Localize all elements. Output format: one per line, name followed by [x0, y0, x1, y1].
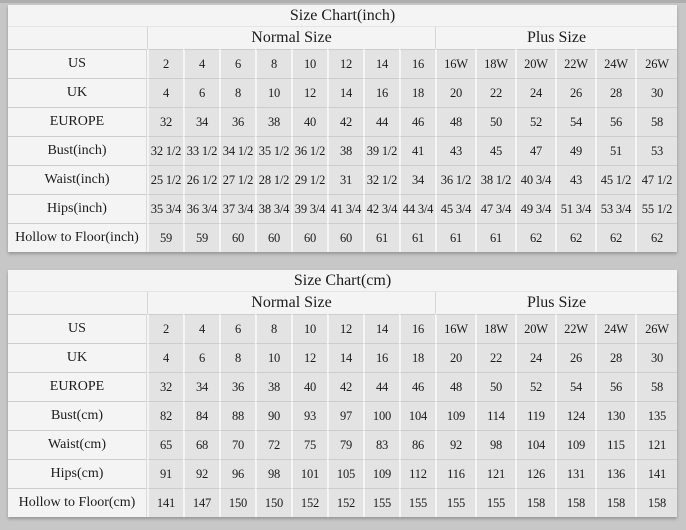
size-cell: 45 [475, 136, 515, 165]
size-cell: 42 [327, 107, 363, 136]
size-cell: 109 [363, 459, 399, 488]
row-label: UK [8, 343, 147, 372]
size-cell: 58 [635, 107, 677, 136]
size-cell: 92 [435, 430, 475, 459]
size-cell: 62 [515, 223, 555, 252]
size-cell: 98 [255, 459, 291, 488]
size-cell: 45 3/4 [435, 194, 475, 223]
size-cell: 12 [291, 78, 327, 107]
table-row [8, 372, 677, 401]
size-cell: 12 [327, 314, 363, 343]
size-cell: 62 [555, 223, 595, 252]
row-label: Hips(cm) [8, 459, 147, 488]
size-cell: 114 [475, 401, 515, 430]
size-cell: 50 [475, 372, 515, 401]
table-row [8, 78, 677, 107]
size-cell: 32 [147, 372, 183, 401]
size-cell: 16 [399, 49, 435, 78]
size-cell: 31 [327, 165, 363, 194]
size-cell: 56 [595, 107, 635, 136]
size-cell: 136 [595, 459, 635, 488]
size-cell: 79 [327, 430, 363, 459]
size-cell: 26 1/2 [183, 165, 219, 194]
table-row [8, 343, 677, 372]
size-cell: 47 1/2 [635, 165, 677, 194]
size-cell: 40 [291, 372, 327, 401]
size-cell: 20 [435, 78, 475, 107]
size-cell: 53 [635, 136, 677, 165]
size-cell: 150 [255, 488, 291, 517]
row-label: Hips(inch) [8, 194, 147, 223]
size-cell: 42 [327, 372, 363, 401]
size-cell: 8 [255, 49, 291, 78]
size-cell: 25 1/2 [147, 165, 183, 194]
size-cell: 6 [219, 314, 255, 343]
size-cell: 52 [515, 372, 555, 401]
size-cell: 16 [399, 314, 435, 343]
size-cell: 20W [515, 49, 555, 78]
size-cell: 6 [219, 49, 255, 78]
size-cell: 43 [555, 165, 595, 194]
size-cell: 38 1/2 [475, 165, 515, 194]
row-label: Waist(cm) [8, 430, 147, 459]
size-cell: 38 [255, 372, 291, 401]
size-cell: 62 [595, 223, 635, 252]
size-cell: 38 [255, 107, 291, 136]
size-cell: 61 [363, 223, 399, 252]
plus-size-header: Plus Size [435, 292, 677, 314]
size-cell: 4 [147, 78, 183, 107]
size-cell: 27 1/2 [219, 165, 255, 194]
size-cell: 93 [291, 401, 327, 430]
size-cell: 18 [399, 78, 435, 107]
size-cell: 12 [327, 49, 363, 78]
size-cell: 14 [363, 49, 399, 78]
size-cell: 16W [435, 314, 475, 343]
size-cell: 16W [435, 49, 475, 78]
table-row [8, 165, 677, 194]
size-cell: 16 [363, 343, 399, 372]
table-row [8, 459, 677, 488]
normal-size-header: Normal Size [147, 27, 435, 49]
size-cell: 70 [219, 430, 255, 459]
size-cell: 4 [147, 343, 183, 372]
size-cell: 115 [595, 430, 635, 459]
size-cell: 47 3/4 [475, 194, 515, 223]
size-cell: 12 [291, 343, 327, 372]
size-cell: 105 [327, 459, 363, 488]
size-cell: 43 [435, 136, 475, 165]
size-cell: 82 [147, 401, 183, 430]
size-cell: 84 [183, 401, 219, 430]
size-cell: 51 [595, 136, 635, 165]
size-cell: 20 [435, 343, 475, 372]
size-cell: 28 1/2 [255, 165, 291, 194]
size-cell: 158 [515, 488, 555, 517]
size-cell: 18W [475, 49, 515, 78]
size-cell: 39 3/4 [291, 194, 327, 223]
size-cell: 96 [219, 459, 255, 488]
size-cell: 39 1/2 [363, 136, 399, 165]
size-cell: 34 [183, 107, 219, 136]
size-cell: 33 1/2 [183, 136, 219, 165]
size-cell: 54 [555, 107, 595, 136]
row-label: Hollow to Floor(cm) [8, 488, 147, 517]
size-cell: 56 [595, 372, 635, 401]
size-cell: 2 [147, 314, 183, 343]
size-cell: 8 [219, 78, 255, 107]
size-cell: 61 [399, 223, 435, 252]
size-cell: 50 [475, 107, 515, 136]
size-cell: 158 [555, 488, 595, 517]
size-cell: 152 [327, 488, 363, 517]
size-cell: 44 3/4 [399, 194, 435, 223]
size-cell: 141 [147, 488, 183, 517]
size-cell: 14 [327, 78, 363, 107]
size-cell: 59 [147, 223, 183, 252]
size-cell: 155 [399, 488, 435, 517]
size-cell: 41 [399, 136, 435, 165]
size-cell: 35 1/2 [255, 136, 291, 165]
size-cell: 61 [475, 223, 515, 252]
size-cell: 32 1/2 [147, 136, 183, 165]
size-cell: 104 [515, 430, 555, 459]
size-cell: 52 [515, 107, 555, 136]
row-label: EUROPE [8, 107, 147, 136]
size-cell: 22 [475, 343, 515, 372]
size-table [8, 270, 677, 517]
size-cell: 130 [595, 401, 635, 430]
size-cell: 119 [515, 401, 555, 430]
size-cell: 16 [363, 78, 399, 107]
size-cell: 34 [183, 372, 219, 401]
size-cell: 6 [183, 343, 219, 372]
size-cell: 54 [555, 372, 595, 401]
size-cell: 24W [595, 49, 635, 78]
corner-cell [8, 292, 147, 314]
size-cell: 4 [183, 314, 219, 343]
size-cell: 10 [255, 343, 291, 372]
size-cell: 155 [475, 488, 515, 517]
size-cell: 47 [515, 136, 555, 165]
table-row [8, 430, 677, 459]
size-cell: 68 [183, 430, 219, 459]
size-cell: 22W [555, 314, 595, 343]
size-cell: 18 [399, 343, 435, 372]
size-cell: 152 [291, 488, 327, 517]
table-title: Size Chart(inch) [8, 5, 677, 27]
table-row [8, 488, 677, 517]
size-cell: 60 [219, 223, 255, 252]
size-cell: 34 1/2 [219, 136, 255, 165]
size-cell: 35 3/4 [147, 194, 183, 223]
size-cell: 62 [635, 223, 677, 252]
size-cell: 86 [399, 430, 435, 459]
size-cell: 4 [183, 49, 219, 78]
size-cell: 49 [555, 136, 595, 165]
size-cell: 104 [399, 401, 435, 430]
table-row [8, 49, 677, 78]
size-cell: 6 [183, 78, 219, 107]
size-cell: 98 [475, 430, 515, 459]
table-row [8, 107, 677, 136]
size-cell: 53 3/4 [595, 194, 635, 223]
size-cell: 112 [399, 459, 435, 488]
plus-size-header: Plus Size [435, 27, 677, 49]
size-cell: 88 [219, 401, 255, 430]
size-cell: 40 3/4 [515, 165, 555, 194]
size-cell: 44 [363, 107, 399, 136]
size-cell: 8 [219, 343, 255, 372]
normal-size-header: Normal Size [147, 292, 435, 314]
size-cell: 147 [183, 488, 219, 517]
size-cell: 158 [595, 488, 635, 517]
size-cell: 30 [635, 78, 677, 107]
size-cell: 42 3/4 [363, 194, 399, 223]
size-cell: 101 [291, 459, 327, 488]
size-cell: 92 [183, 459, 219, 488]
size-cell: 75 [291, 430, 327, 459]
size-cell: 60 [291, 223, 327, 252]
size-cell: 49 3/4 [515, 194, 555, 223]
size-cell: 65 [147, 430, 183, 459]
size-cell: 38 3/4 [255, 194, 291, 223]
size-cell: 48 [435, 372, 475, 401]
size-cell: 121 [635, 430, 677, 459]
size-cell: 141 [635, 459, 677, 488]
row-label: Hollow to Floor(inch) [8, 223, 147, 252]
row-label: Waist(inch) [8, 165, 147, 194]
size-chart-cm [8, 270, 677, 517]
row-label: US [8, 49, 147, 78]
table-row [8, 223, 677, 252]
size-cell: 38 [327, 136, 363, 165]
size-cell: 91 [147, 459, 183, 488]
size-cell: 28 [595, 78, 635, 107]
size-cell: 14 [363, 314, 399, 343]
size-cell: 124 [555, 401, 595, 430]
size-cell: 24 [515, 78, 555, 107]
size-cell: 34 [399, 165, 435, 194]
size-cell: 29 1/2 [291, 165, 327, 194]
size-cell: 109 [435, 401, 475, 430]
size-cell: 24W [595, 314, 635, 343]
size-cell: 26 [555, 343, 595, 372]
row-label: US [8, 314, 147, 343]
size-cell: 28 [595, 343, 635, 372]
size-cell: 26 [555, 78, 595, 107]
size-cell: 135 [635, 401, 677, 430]
corner-cell [8, 27, 147, 49]
table-row [8, 194, 677, 223]
size-cell: 46 [399, 107, 435, 136]
size-table [8, 5, 677, 252]
size-cell: 22W [555, 49, 595, 78]
size-cell: 22 [475, 78, 515, 107]
size-cell: 45 1/2 [595, 165, 635, 194]
size-cell: 37 3/4 [219, 194, 255, 223]
size-cell: 58 [635, 372, 677, 401]
size-cell: 121 [475, 459, 515, 488]
row-label: EUROPE [8, 372, 147, 401]
size-cell: 97 [327, 401, 363, 430]
row-label: Bust(cm) [8, 401, 147, 430]
size-cell: 131 [555, 459, 595, 488]
size-cell: 32 [147, 107, 183, 136]
row-label: UK [8, 78, 147, 107]
size-cell: 26W [635, 49, 677, 78]
size-cell: 60 [255, 223, 291, 252]
size-cell: 126 [515, 459, 555, 488]
size-cell: 155 [435, 488, 475, 517]
size-cell: 44 [363, 372, 399, 401]
table-row [8, 136, 677, 165]
size-cell: 24 [515, 343, 555, 372]
size-cell: 46 [399, 372, 435, 401]
size-cell: 150 [219, 488, 255, 517]
table-title: Size Chart(cm) [8, 270, 677, 292]
size-cell: 83 [363, 430, 399, 459]
size-cell: 109 [555, 430, 595, 459]
size-cell: 8 [255, 314, 291, 343]
size-cell: 14 [327, 343, 363, 372]
size-cell: 36 1/2 [435, 165, 475, 194]
table-row [8, 314, 677, 343]
size-cell: 100 [363, 401, 399, 430]
size-cell: 59 [183, 223, 219, 252]
size-cell: 116 [435, 459, 475, 488]
size-cell: 55 1/2 [635, 194, 677, 223]
size-cell: 51 3/4 [555, 194, 595, 223]
size-cell: 48 [435, 107, 475, 136]
size-cell: 36 [219, 372, 255, 401]
size-cell: 10 [291, 49, 327, 78]
size-cell: 26W [635, 314, 677, 343]
size-cell: 72 [255, 430, 291, 459]
size-cell: 61 [435, 223, 475, 252]
size-cell: 32 1/2 [363, 165, 399, 194]
size-cell: 90 [255, 401, 291, 430]
size-cell: 30 [635, 343, 677, 372]
size-cell: 36 3/4 [183, 194, 219, 223]
table-row [8, 401, 677, 430]
size-cell: 20W [515, 314, 555, 343]
size-cell: 40 [291, 107, 327, 136]
size-cell: 41 3/4 [327, 194, 363, 223]
size-cell: 10 [291, 314, 327, 343]
size-cell: 36 1/2 [291, 136, 327, 165]
size-cell: 10 [255, 78, 291, 107]
size-cell: 18W [475, 314, 515, 343]
size-cell: 36 [219, 107, 255, 136]
size-cell: 158 [635, 488, 677, 517]
size-chart-inch [8, 5, 677, 252]
size-cell: 155 [363, 488, 399, 517]
size-cell: 2 [147, 49, 183, 78]
row-label: Bust(inch) [8, 136, 147, 165]
size-cell: 60 [327, 223, 363, 252]
